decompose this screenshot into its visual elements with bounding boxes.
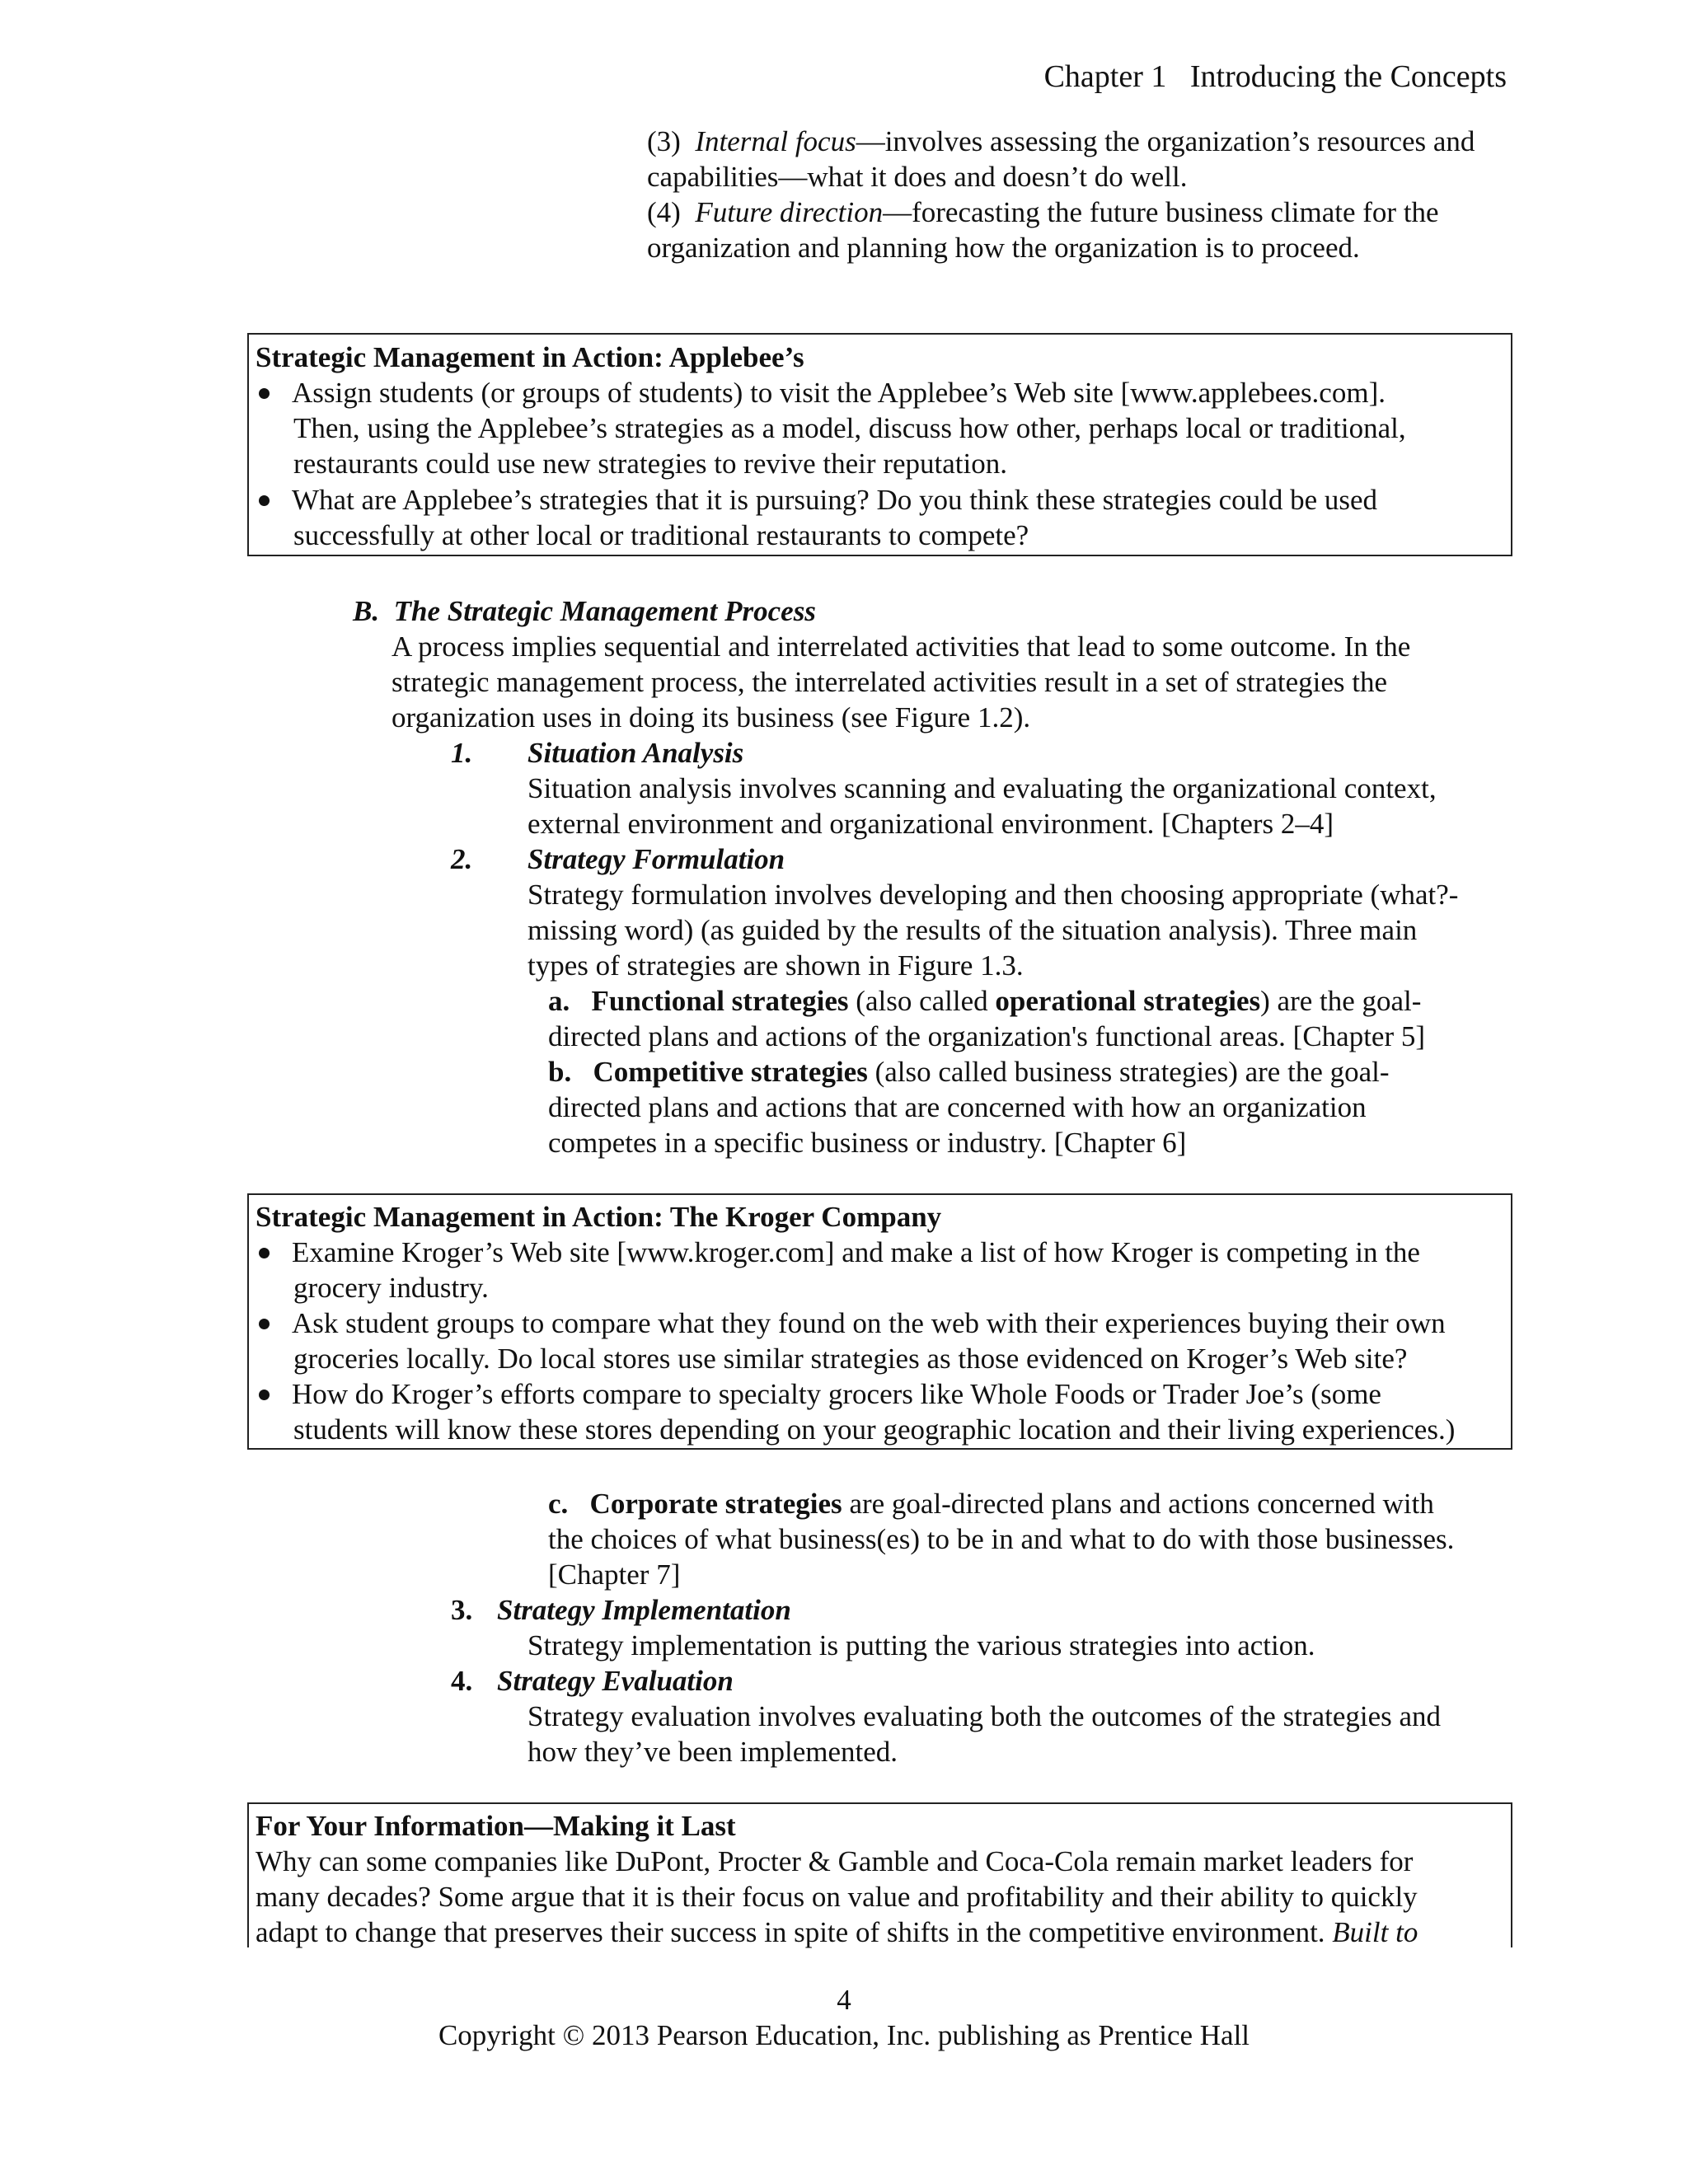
- step-4-text-line-2: how they’ve been implemented.: [528, 1736, 898, 1768]
- strategy-c-line-3: [Chapter 7]: [548, 1558, 681, 1591]
- step-2-text-line-2: missing word) (as guided by the results of the situation analysis). Three main: [528, 914, 1418, 946]
- step-1-text-line-1: Situation analysis involves scanning and evaluating the organizational context,: [528, 772, 1437, 804]
- step-1-title: Situation Analysis: [528, 737, 744, 769]
- step-1-number: 1.: [451, 737, 473, 769]
- applebees-bullet-1-line-3: restaurants could use new strategies to revive their reputation.: [293, 448, 1007, 480]
- strategy-c-line-2: the choices of what business(es) to be in and what to do with those businesses.: [548, 1523, 1455, 1555]
- strategy-c-rest: are goal-directed plans and actions concerned with: [842, 1488, 1434, 1520]
- kroger-bullet-3-line-1: How do Kroger’s efforts compare to specialty grocers like Whole Foods or Trader Joe’s (some: [292, 1378, 1381, 1410]
- page-number: 4: [837, 1984, 851, 2016]
- step-2-number: 2.: [451, 843, 473, 875]
- strategy-b-line-3: competes in a specific business or industry. [Chapter 6]: [548, 1127, 1187, 1159]
- applebees-bullet-2-line-2: successfully at other local or traditional restaurants to compete?: [293, 519, 1029, 551]
- strategy-c-line-1: [548, 1486, 1434, 1522]
- fyi-line-1: Why can some companies like DuPont, Procter & Gamble and Coca-Cola remain market leaders for: [256, 1845, 1414, 1877]
- section-b-paragraph-line-1: A process implies sequential and interrelated activities that lead to some outcome. In the: [392, 630, 1411, 663]
- intro-item-4-number: (4): [647, 196, 681, 228]
- section-b-paragraph-line-3: organization uses in doing its business (see Figure 1.2).: [392, 701, 1031, 733]
- kroger-box-title: Strategic Management in Action: The Kroger Company: [256, 1201, 942, 1233]
- intro-item-4-line-2: organization and planning how the organization is to proceed.: [647, 232, 1360, 264]
- intro-item-4-line-1: [647, 194, 1439, 231]
- step-3-number: 3.: [451, 1594, 473, 1626]
- step-4-number: 4.: [451, 1665, 473, 1697]
- step-3-text-line-1: Strategy implementation is putting the various strategies into action.: [528, 1629, 1315, 1661]
- kroger-bullet-1-line-1: Examine Kroger’s Web site [www.kroger.com] and make a list of how Kroger is competing in the: [292, 1236, 1420, 1268]
- strategy-a-line-2: directed plans and actions of the organization's functional areas. [Chapter 5]: [548, 1020, 1426, 1052]
- intro-item-4-text: —forecasting the future business climate for the: [883, 196, 1439, 228]
- bullet-icon: [259, 388, 270, 399]
- fyi-line-2: many decades? Some argue that it is their focus on value and profitability and their ability to quickly: [256, 1881, 1418, 1913]
- strategy-c-term: Corporate strategies: [589, 1488, 842, 1520]
- intro-item-3-line-2: capabilities—what it does and doesn’t do well.: [647, 161, 1188, 193]
- applebees-bullet-1-line-1: Assign students (or groups of students) to visit the Applebee’s Web site [www.applebees.com].: [292, 377, 1386, 409]
- applebees-bullet-1-line-2: Then, using the Applebee’s strategies as a model, discuss how other, perhaps local or traditional,: [293, 412, 1406, 444]
- bullet-icon: [259, 1248, 270, 1258]
- applebees-bullet-2-line-1: What are Applebee’s strategies that it is pursuing? Do you think these strategies could be used: [292, 484, 1378, 516]
- strategy-a-line-1: [548, 983, 1421, 1019]
- section-b-paragraph-line-2: strategic management process, the interrelated activities result in a set of strategies the: [392, 666, 1388, 698]
- step-2-title: Strategy Formulation: [528, 843, 785, 875]
- strategy-a-rest: ) are the goal-: [1260, 985, 1422, 1017]
- fyi-line-3-text: adapt to change that preserves their success in spite of shifts in the competitive environment.: [256, 1916, 1333, 1948]
- kroger-bullet-2-line-1: Ask student groups to compare what they found on the web with their experiences buying their own: [292, 1307, 1446, 1339]
- strategy-a-term: Functional strategies: [591, 985, 849, 1017]
- intro-item-3-line-1: [647, 124, 1475, 160]
- strategy-b-term: Competitive strategies: [593, 1056, 868, 1088]
- intro-item-3-term: Internal focus: [695, 125, 856, 157]
- strategy-a-term-2: operational strategies: [995, 985, 1261, 1017]
- strategy-b-line-1: [548, 1054, 1390, 1090]
- strategy-b-rest: (also called business strategies) are the goal-: [867, 1056, 1390, 1088]
- step-3-title: Strategy Implementation: [497, 1594, 791, 1626]
- kroger-bullet-2-line-2: groceries locally. Do local stores use similar strategies as those evidenced on Kroger’s Web site?: [293, 1343, 1408, 1375]
- step-4-text-line-1: Strategy evaluation involves evaluating both the outcomes of the strategies and: [528, 1700, 1442, 1732]
- strategy-c-label: c.: [548, 1488, 569, 1520]
- step-2-text-line-3: types of strategies are shown in Figure 1.3.: [528, 949, 1024, 982]
- bullet-icon: [259, 1319, 270, 1329]
- step-2-text-line-1: Strategy formulation involves developing and then choosing appropriate (what?-: [528, 879, 1459, 911]
- copyright-notice: Copyright © 2013 Pearson Education, Inc. publishing as Prentice Hall: [438, 2019, 1250, 2051]
- strategy-a-label: a.: [548, 985, 570, 1017]
- applebees-box-title: Strategic Management in Action: Applebee’s: [256, 341, 804, 373]
- running-header: Chapter 1 Introducing the Concepts: [1043, 59, 1507, 94]
- kroger-bullet-1-line-2: grocery industry.: [293, 1272, 489, 1304]
- bullet-icon: [259, 495, 270, 506]
- step-1-text-line-2: external environment and organizational environment. [Chapters 2–4]: [528, 808, 1334, 840]
- strategy-a-mid: (also called: [848, 985, 996, 1017]
- strategy-b-label: b.: [548, 1056, 572, 1088]
- fyi-line-3: [256, 1915, 1418, 1951]
- section-b-heading: B. The Strategic Management Process: [353, 595, 816, 627]
- fyi-box-title: For Your Information—Making it Last: [256, 1810, 736, 1842]
- step-4-title: Strategy Evaluation: [497, 1665, 734, 1697]
- fyi-line-3-italic: Built to: [1332, 1916, 1418, 1948]
- intro-item-3-number: (3): [647, 125, 681, 157]
- intro-item-4-term: Future direction: [695, 196, 884, 228]
- bullet-icon: [259, 1390, 270, 1400]
- strategy-b-line-2: directed plans and actions that are concerned with how an organization: [548, 1091, 1367, 1123]
- kroger-bullet-3-line-2: students will know these stores depending on your geographic location and their living experiences.): [293, 1413, 1456, 1446]
- intro-item-3-text: —involves assessing the organization’s resources and: [856, 125, 1475, 157]
